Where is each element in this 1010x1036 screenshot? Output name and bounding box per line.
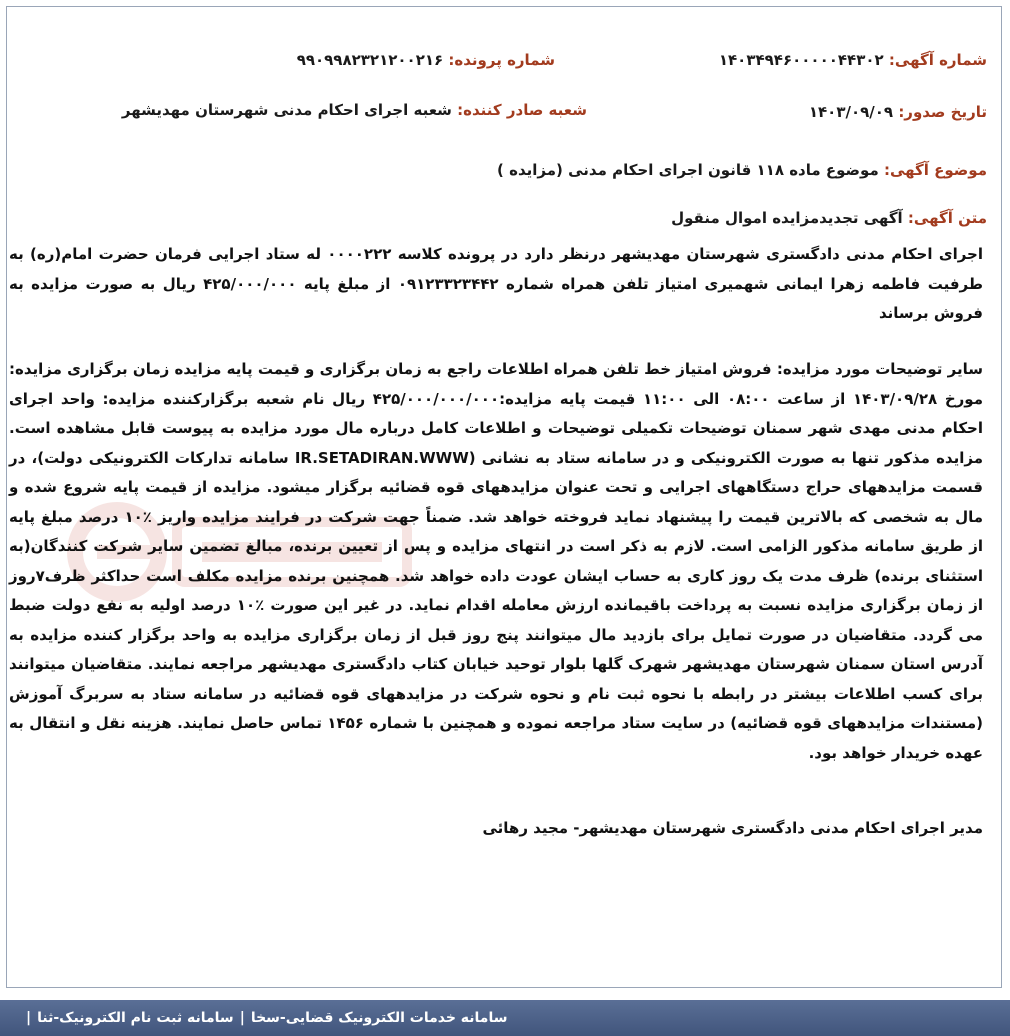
footer-separator: | <box>239 1010 245 1026</box>
notice-text-label: متن آگهی: <box>907 209 987 227</box>
notice-text-heading <box>671 209 987 227</box>
issuer <box>122 101 587 119</box>
notice-subject-label: موضوع آگهی: <box>883 161 987 179</box>
case-number <box>297 51 555 69</box>
issue-date-value: ۱۴۰۳/۰۹/۰۹ <box>808 103 894 121</box>
issue-date <box>809 103 987 121</box>
notice-subject <box>497 161 987 179</box>
case-number-value: ۹۹۰۹۹۸۲۳۲۱۲۰۰۲۱۶ <box>296 51 444 69</box>
page-gap <box>0 988 1010 1000</box>
case-number-label: شماره پرونده: <box>448 51 555 69</box>
notice-subject-value: موضوع ماده ۱۱۸ قانون اجرای احکام مدنی (مزایده ) <box>497 161 879 179</box>
issuer-value: شعبه اجرای احکام مدنی شهرستان مهدیشهر <box>121 101 452 119</box>
issuer-label: شعبه صادر کننده: <box>457 101 587 119</box>
footer-link-sakha[interactable]: سامانه خدمات الکترونیک قضایی-سخا <box>250 1010 508 1026</box>
notice-text-value: آگهی تجدیدمزایده اموال منقول <box>671 209 903 227</box>
notice-number <box>719 51 987 69</box>
notice-number-value: ۱۴۰۳۴۹۴۶۰۰۰۰۰۴۴۳۰۲ <box>718 51 884 69</box>
notice-signature: مدیر اجرای احکام مدنی دادگستری شهرستان مهدیشهر- مجید رهائی <box>482 819 983 837</box>
notice-paragraph-details: سایر توضیحات مورد مزایده: فروش امتیاز خط تلفن همراه اطلاعات راجع به زمان برگزاری و قیمت پایه مزایده زمان برگزاری مزایده: مورخ ۱۴۰۳/۰۹/۲۸ از ساعت ۰۸:۰۰ الی ۱۱:۰۰ قیمت پایه مزایده:۴۲۵/۰۰۰/۰۰۰/۰۰۰ ریال نام شعبه برگزارکننده مزایده: واحد اجرای احکام مدنی مهدی شهر سمنان توضیحات تکمیلی توضیحات و اطلاعات کامل درباره مال مورد مزایده به پیوست قابل مشاهده است. مزایده مذکور تنها به صورت الکترونیکی و در سامانه ستاد به نشانی (IR.SETADIRAN.WWW سامانه تدارکات الکترونیکی دولت)، در قسمت مزایدههای حراج دستگاههای اجرایی و تحت عنوان مزایدههای قوه قضائیه برگزار میشود. مزایده از قیمت پایه شروع شده و مال به شخصی که بالاترین قیمت را پیشنهاد نماید فروخته خواهد شد. ضمناً جهت شرکت در فرایند مزایده واریز ٪۱۰ درصد مبلغ پایه از طریق سامانه مذکور الزامی است. لازم به ذکر است در انتهای مزایده و پس از تعیین برنده، مبالغ تضمین سایر شرکت کنندگان(به استثنای برنده) ظرف مدت یک روز کاری به حساب ایشان عودت داده خواهد شد. همچنین برنده مزایده مکلف است حداکثر ظرف۷روز از زمان برگزاری مزایده نسبت به پرداخت باقیمانده ارزش معامله اقدام نماید. در غیر این صورت ٪۱۰ درصد اولیه به نفع دولت ضبط می گردد. متقاضیان در صورت تمایل برای بازدید مال میتوانند پنج روز قبل از زمان برگزاری مزایده به واحد برگزار کننده مزایده به آدرس استان سمنان شهرستان مهدیشهر شهرک گلها بلوار توحید خیابان کتاب دادگستری مهدیشهر مراجعه نمایند. متقاضیان میتوانند برای کسب اطلاعات بیشتر در رابطه با نحوه ثبت نام و نحوه شرکت در مزایدههای قوه قضائیه در سامانه ستاد به سربرگ آموزش (مستندات مزایدههای قوه قضائیه) در سایت ستاد مراجعه نموده و همچنین با شماره ۱۴۵۶ تماس حاصل نمایند. هزینه نقل و انتقال به عهده خریدار خواهد بود. <box>9 360 984 762</box>
notice-number-label: شماره آگهی: <box>888 51 987 69</box>
notice-paragraph-intro: اجرای احکام مدنی دادگستری شهرستان مهدیشهر درنظر دارد در پرونده کلاسه ۰۰۰۰۲۲۲ له ستاد اجرایی فرمان حضرت امام(ره) به طرفیت فاطمه زهرا ایمانی شهمیری امتیاز تلفن همراه شماره ۰۹۱۲۳۳۲۳۴۴۲ از مبلغ پایه ۴۲۵/۰۰۰/۰۰۰ ریال به صورت مزایده به فروش برساند <box>9 245 983 322</box>
footer-links <box>20 1010 508 1026</box>
notice-frame <box>6 6 1002 988</box>
issue-date-label: تاریخ صدور: <box>898 103 987 121</box>
footer-link-sana[interactable]: سامانه ثبت نام الکترونیک-ثنا <box>37 1010 234 1026</box>
footer-separator-end: | <box>26 1010 32 1026</box>
footer-bar <box>0 1000 1010 1036</box>
